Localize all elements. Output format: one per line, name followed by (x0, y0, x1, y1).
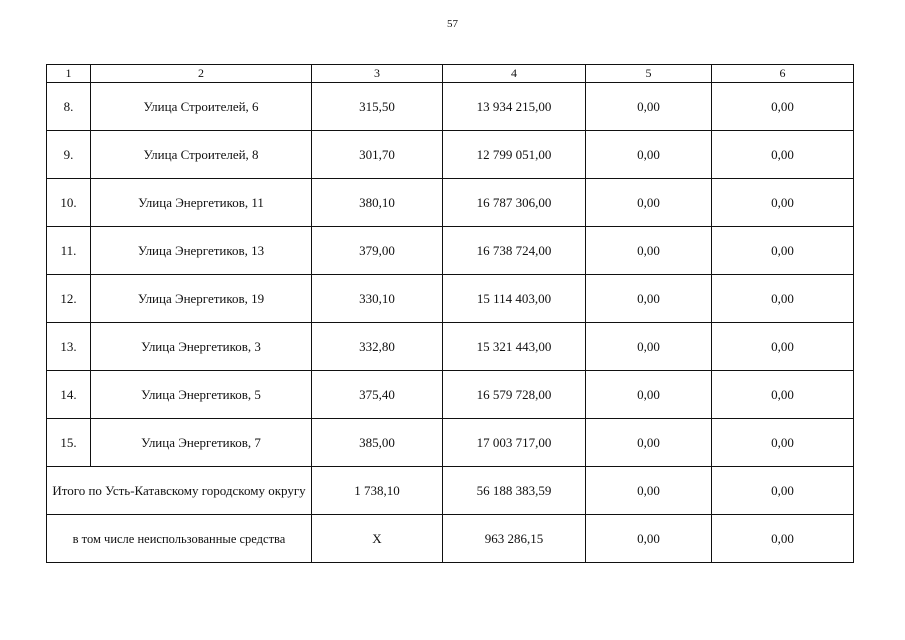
row-col6: 0,00 (712, 227, 854, 275)
table-row (47, 323, 854, 371)
header-cell: 3 (312, 65, 443, 83)
table-row (47, 131, 854, 179)
total-cost: 56 188 383,59 (443, 467, 586, 515)
unused-cost: 963 286,15 (443, 515, 586, 563)
unused-col6: 0,00 (712, 515, 854, 563)
row-number: 9. (47, 131, 91, 179)
header-cell: 2 (91, 65, 312, 83)
row-col5: 0,00 (586, 131, 712, 179)
total-col5: 0,00 (586, 467, 712, 515)
row-area: 375,40 (312, 371, 443, 419)
row-cost: 17 003 717,00 (443, 419, 586, 467)
row-number: 12. (47, 275, 91, 323)
row-cost: 16 738 724,00 (443, 227, 586, 275)
row-col5: 0,00 (586, 419, 712, 467)
row-col5: 0,00 (586, 275, 712, 323)
row-address: Улица Строителей, 6 (91, 83, 312, 131)
row-cost: 13 934 215,00 (443, 83, 586, 131)
row-col6: 0,00 (712, 419, 854, 467)
row-number: 15. (47, 419, 91, 467)
row-col5: 0,00 (586, 323, 712, 371)
row-area: 330,10 (312, 275, 443, 323)
row-area: 380,10 (312, 179, 443, 227)
row-number: 10. (47, 179, 91, 227)
row-col6: 0,00 (712, 179, 854, 227)
row-cost: 16 579 728,00 (443, 371, 586, 419)
row-col5: 0,00 (586, 179, 712, 227)
header-cell: 1 (47, 65, 91, 83)
row-address: Улица Энергетиков, 5 (91, 371, 312, 419)
page-number: 57 (447, 18, 458, 30)
table-row (47, 179, 854, 227)
row-area: 315,50 (312, 83, 443, 131)
row-address: Улица Энергетиков, 3 (91, 323, 312, 371)
row-number: 11. (47, 227, 91, 275)
unused-col5: 0,00 (586, 515, 712, 563)
row-address: Улица Энергетиков, 13 (91, 227, 312, 275)
row-number: 14. (47, 371, 91, 419)
total-row (47, 467, 854, 515)
row-col6: 0,00 (712, 371, 854, 419)
row-col6: 0,00 (712, 275, 854, 323)
table-row (47, 419, 854, 467)
row-col5: 0,00 (586, 227, 712, 275)
row-cost: 15 114 403,00 (443, 275, 586, 323)
row-area: 301,70 (312, 131, 443, 179)
row-col5: 0,00 (586, 371, 712, 419)
row-area: 379,00 (312, 227, 443, 275)
table-row (47, 83, 854, 131)
row-cost: 16 787 306,00 (443, 179, 586, 227)
row-cost: 12 799 051,00 (443, 131, 586, 179)
header-cell: 5 (586, 65, 712, 83)
table-row (47, 275, 854, 323)
row-address: Улица Строителей, 8 (91, 131, 312, 179)
row-address: Улица Энергетиков, 19 (91, 275, 312, 323)
row-col6: 0,00 (712, 131, 854, 179)
header-cell: 4 (443, 65, 586, 83)
unused-label: в том числе неиспользованные средства (47, 515, 312, 563)
row-area: 385,00 (312, 419, 443, 467)
row-number: 8. (47, 83, 91, 131)
row-col6: 0,00 (712, 323, 854, 371)
total-label: Итого по Усть-Катавскому городскому округу (47, 467, 312, 515)
header-cell: 6 (712, 65, 854, 83)
total-col6: 0,00 (712, 467, 854, 515)
table-row (47, 227, 854, 275)
row-cost: 15 321 443,00 (443, 323, 586, 371)
header-row (47, 65, 854, 83)
unused-funds-row (47, 515, 854, 563)
row-address: Улица Энергетиков, 11 (91, 179, 312, 227)
table-row (47, 371, 854, 419)
data-table (46, 64, 854, 563)
row-number: 13. (47, 323, 91, 371)
row-col5: 0,00 (586, 83, 712, 131)
total-area: 1 738,10 (312, 467, 443, 515)
unused-area: X (312, 515, 443, 563)
row-area: 332,80 (312, 323, 443, 371)
row-address: Улица Энергетиков, 7 (91, 419, 312, 467)
row-col6: 0,00 (712, 83, 854, 131)
